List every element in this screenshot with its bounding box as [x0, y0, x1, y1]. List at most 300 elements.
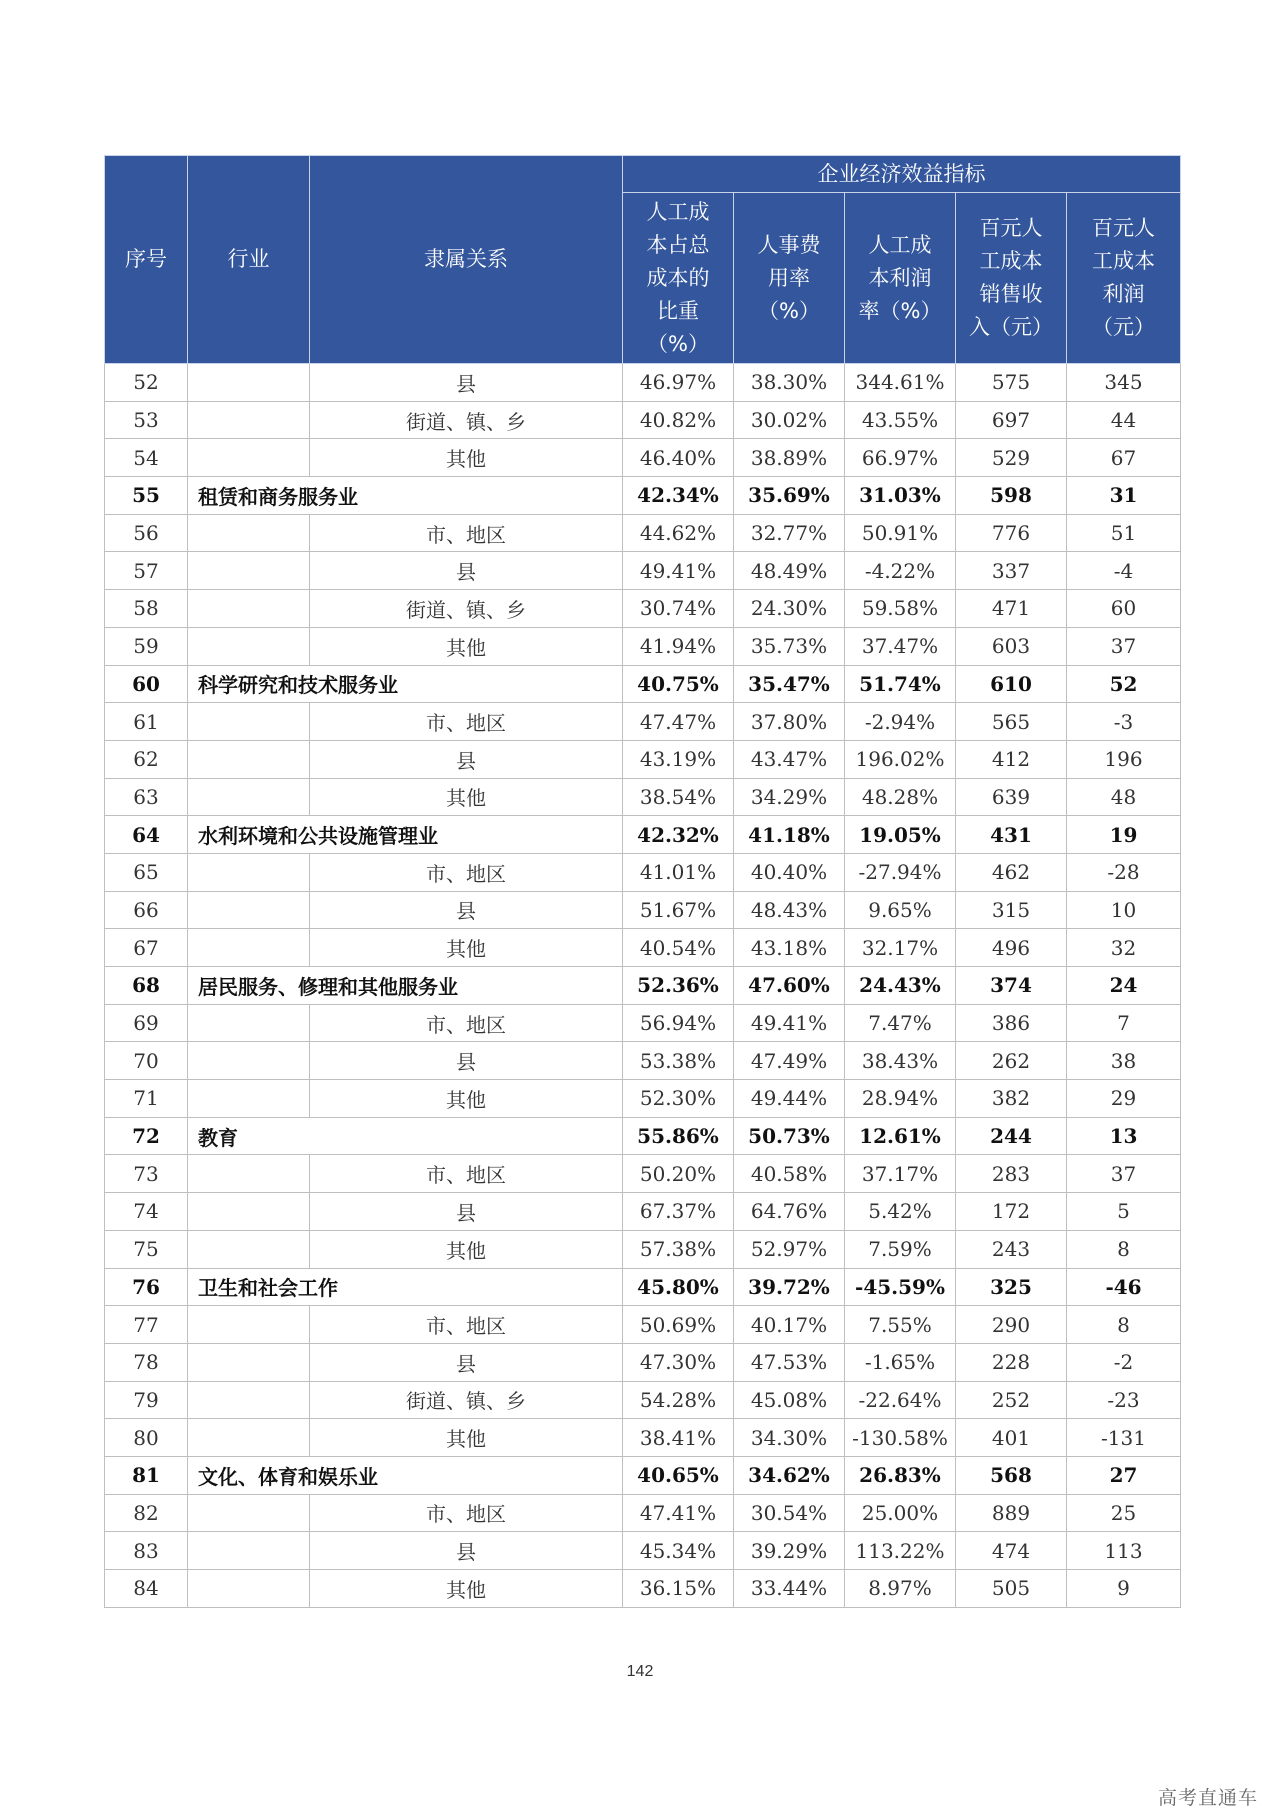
cell-personnel-expense-rate: 43.47%	[734, 740, 845, 778]
cell-relation: 县	[310, 552, 623, 590]
table-row	[105, 1193, 1181, 1231]
cell-industry	[188, 1419, 310, 1457]
cell-labor-profit-rate: 48.28%	[845, 778, 956, 816]
cell-relation: 市、地区	[310, 1155, 623, 1193]
cell-relation: 其他	[310, 439, 623, 477]
cell-personnel-expense-rate: 47.49%	[734, 1042, 845, 1080]
cell-industry: 租赁和商务服务业	[188, 477, 310, 515]
cell-sales-per-100: 462	[956, 853, 1067, 891]
cell-seq: 74	[105, 1193, 188, 1231]
cell-labor-profit-rate: 7.59%	[845, 1230, 956, 1268]
cell-sales-per-100: 382	[956, 1080, 1067, 1118]
cell-labor-cost-ratio: 45.80%	[623, 1268, 734, 1306]
cell-seq: 63	[105, 778, 188, 816]
cell-seq: 78	[105, 1343, 188, 1381]
cell-relation: 县	[310, 1532, 623, 1570]
cell-relation: 街道、镇、乡	[310, 590, 623, 628]
cell-labor-profit-rate: 19.05%	[845, 816, 956, 854]
cell-sales-per-100: 243	[956, 1230, 1067, 1268]
data-table-container	[104, 155, 1180, 1608]
cell-seq: 75	[105, 1230, 188, 1268]
page-number: 142	[626, 1663, 654, 1680]
cell-labor-profit-rate: 344.61%	[845, 364, 956, 402]
cell-labor-cost-ratio: 42.32%	[623, 816, 734, 854]
cell-seq: 69	[105, 1004, 188, 1042]
cell-relation	[310, 1117, 623, 1155]
cell-sales-per-100: 598	[956, 477, 1067, 515]
cell-labor-cost-ratio: 43.19%	[623, 740, 734, 778]
cell-seq: 83	[105, 1532, 188, 1570]
cell-profit-per-100: 67	[1067, 439, 1181, 477]
cell-relation: 街道、镇、乡	[310, 1381, 623, 1419]
cell-sales-per-100: 172	[956, 1193, 1067, 1231]
category-row	[105, 1117, 1181, 1155]
cell-labor-cost-ratio: 56.94%	[623, 1004, 734, 1042]
cell-industry	[188, 778, 310, 816]
cell-profit-per-100: -46	[1067, 1268, 1181, 1306]
cell-industry	[188, 1193, 310, 1231]
cell-labor-cost-ratio: 44.62%	[623, 514, 734, 552]
cell-industry	[188, 627, 310, 665]
cell-personnel-expense-rate: 37.80%	[734, 703, 845, 741]
cell-industry	[188, 740, 310, 778]
cell-seq: 52	[105, 364, 188, 402]
cell-sales-per-100: 889	[956, 1494, 1067, 1532]
cell-personnel-expense-rate: 41.18%	[734, 816, 845, 854]
table-row	[105, 1155, 1181, 1193]
table-row	[105, 891, 1181, 929]
cell-labor-cost-ratio: 54.28%	[623, 1381, 734, 1419]
cell-labor-profit-rate: 59.58%	[845, 590, 956, 628]
cell-seq: 57	[105, 552, 188, 590]
cell-seq: 60	[105, 665, 188, 703]
cell-seq: 66	[105, 891, 188, 929]
cell-personnel-expense-rate: 35.73%	[734, 627, 845, 665]
cell-industry: 居民服务、修理和其他服务业	[188, 967, 310, 1005]
table-row	[105, 778, 1181, 816]
cell-sales-per-100: 565	[956, 703, 1067, 741]
cell-personnel-expense-rate: 48.43%	[734, 891, 845, 929]
cell-sales-per-100: 529	[956, 439, 1067, 477]
cell-industry	[188, 514, 310, 552]
cell-labor-cost-ratio: 47.41%	[623, 1494, 734, 1532]
cell-industry	[188, 1494, 310, 1532]
cell-sales-per-100: 325	[956, 1268, 1067, 1306]
cell-personnel-expense-rate: 32.77%	[734, 514, 845, 552]
cell-labor-cost-ratio: 36.15%	[623, 1570, 734, 1608]
cell-profit-per-100: 32	[1067, 929, 1181, 967]
cell-industry	[188, 1532, 310, 1570]
cell-seq: 67	[105, 929, 188, 967]
cell-labor-profit-rate: 26.83%	[845, 1456, 956, 1494]
cell-profit-per-100: 48	[1067, 778, 1181, 816]
cell-labor-profit-rate: -27.94%	[845, 853, 956, 891]
cell-sales-per-100: 610	[956, 665, 1067, 703]
cell-labor-profit-rate: 50.91%	[845, 514, 956, 552]
cell-profit-per-100: 37	[1067, 627, 1181, 665]
table-row	[105, 1419, 1181, 1457]
cell-labor-cost-ratio: 49.41%	[623, 552, 734, 590]
cell-sales-per-100: 262	[956, 1042, 1067, 1080]
cell-labor-cost-ratio: 57.38%	[623, 1230, 734, 1268]
cell-industry	[188, 1570, 310, 1608]
cell-sales-per-100: 228	[956, 1343, 1067, 1381]
cell-industry	[188, 364, 310, 402]
cell-industry	[188, 1381, 310, 1419]
cell-labor-profit-rate: 24.43%	[845, 967, 956, 1005]
cell-industry	[188, 401, 310, 439]
cell-profit-per-100: 51	[1067, 514, 1181, 552]
cell-seq: 62	[105, 740, 188, 778]
cell-seq: 59	[105, 627, 188, 665]
cell-profit-per-100: 13	[1067, 1117, 1181, 1155]
cell-labor-profit-rate: 43.55%	[845, 401, 956, 439]
cell-seq: 68	[105, 967, 188, 1005]
cell-labor-profit-rate: 25.00%	[845, 1494, 956, 1532]
cell-labor-profit-rate: -45.59%	[845, 1268, 956, 1306]
cell-industry: 水利环境和公共设施管理业	[188, 816, 310, 854]
cell-labor-profit-rate: 28.94%	[845, 1080, 956, 1118]
cell-relation: 市、地区	[310, 1004, 623, 1042]
table-row	[105, 552, 1181, 590]
cell-relation: 县	[310, 1343, 623, 1381]
table-row	[105, 929, 1181, 967]
cell-sales-per-100: 776	[956, 514, 1067, 552]
cell-labor-cost-ratio: 52.36%	[623, 967, 734, 1005]
cell-profit-per-100: -131	[1067, 1419, 1181, 1457]
cell-sales-per-100: 401	[956, 1419, 1067, 1457]
cell-personnel-expense-rate: 40.58%	[734, 1155, 845, 1193]
table-row	[105, 514, 1181, 552]
cell-labor-cost-ratio: 41.94%	[623, 627, 734, 665]
cell-industry: 科学研究和技术服务业	[188, 665, 310, 703]
cell-personnel-expense-rate: 38.89%	[734, 439, 845, 477]
category-row	[105, 477, 1181, 515]
cell-labor-cost-ratio: 45.34%	[623, 1532, 734, 1570]
cell-profit-per-100: 37	[1067, 1155, 1181, 1193]
cell-sales-per-100: 315	[956, 891, 1067, 929]
cell-industry: 卫生和社会工作	[188, 1268, 310, 1306]
cell-personnel-expense-rate: 52.97%	[734, 1230, 845, 1268]
cell-labor-cost-ratio: 38.54%	[623, 778, 734, 816]
cell-profit-per-100: -3	[1067, 703, 1181, 741]
cell-industry	[188, 552, 310, 590]
cell-relation: 其他	[310, 1419, 623, 1457]
cell-industry	[188, 1042, 310, 1080]
table-row	[105, 1381, 1181, 1419]
header-metric-personnel-expense-rate: 人事费 用率 （%）	[734, 193, 845, 364]
cell-industry	[188, 1155, 310, 1193]
cell-personnel-expense-rate: 35.47%	[734, 665, 845, 703]
table-row	[105, 740, 1181, 778]
cell-profit-per-100: 113	[1067, 1532, 1181, 1570]
cell-labor-cost-ratio: 40.54%	[623, 929, 734, 967]
cell-labor-cost-ratio: 42.34%	[623, 477, 734, 515]
cell-personnel-expense-rate: 49.41%	[734, 1004, 845, 1042]
cell-sales-per-100: 244	[956, 1117, 1067, 1155]
table-row	[105, 853, 1181, 891]
table-row	[105, 1042, 1181, 1080]
table-row	[105, 1532, 1181, 1570]
cell-sales-per-100: 639	[956, 778, 1067, 816]
cell-sales-per-100: 568	[956, 1456, 1067, 1494]
table-row	[105, 1494, 1181, 1532]
cell-labor-profit-rate: 8.97%	[845, 1570, 956, 1608]
cell-labor-cost-ratio: 55.86%	[623, 1117, 734, 1155]
table-row	[105, 1230, 1181, 1268]
cell-labor-cost-ratio: 30.74%	[623, 590, 734, 628]
cell-personnel-expense-rate: 48.49%	[734, 552, 845, 590]
table-row	[105, 1080, 1181, 1118]
cell-profit-per-100: -2	[1067, 1343, 1181, 1381]
cell-profit-per-100: 8	[1067, 1230, 1181, 1268]
header-industry: 行业	[188, 156, 310, 364]
cell-labor-profit-rate: 7.55%	[845, 1306, 956, 1344]
cell-profit-per-100: 9	[1067, 1570, 1181, 1608]
cell-profit-per-100: 25	[1067, 1494, 1181, 1532]
cell-industry	[188, 929, 310, 967]
cell-sales-per-100: 290	[956, 1306, 1067, 1344]
cell-personnel-expense-rate: 40.40%	[734, 853, 845, 891]
cell-profit-per-100: 44	[1067, 401, 1181, 439]
cell-seq: 58	[105, 590, 188, 628]
cell-seq: 55	[105, 477, 188, 515]
cell-profit-per-100: -23	[1067, 1381, 1181, 1419]
cell-sales-per-100: 283	[956, 1155, 1067, 1193]
cell-profit-per-100: 24	[1067, 967, 1181, 1005]
cell-personnel-expense-rate: 50.73%	[734, 1117, 845, 1155]
cell-sales-per-100: 412	[956, 740, 1067, 778]
cell-relation: 市、地区	[310, 1306, 623, 1344]
table-row	[105, 401, 1181, 439]
cell-relation: 县	[310, 1193, 623, 1231]
cell-profit-per-100: 345	[1067, 364, 1181, 402]
cell-seq: 70	[105, 1042, 188, 1080]
cell-labor-cost-ratio: 52.30%	[623, 1080, 734, 1118]
cell-seq: 61	[105, 703, 188, 741]
cell-seq: 77	[105, 1306, 188, 1344]
cell-industry	[188, 891, 310, 929]
cell-industry	[188, 439, 310, 477]
cell-labor-cost-ratio: 50.20%	[623, 1155, 734, 1193]
cell-profit-per-100: 5	[1067, 1193, 1181, 1231]
cell-profit-per-100: -28	[1067, 853, 1181, 891]
cell-profit-per-100: -4	[1067, 552, 1181, 590]
cell-relation: 其他	[310, 1230, 623, 1268]
cell-sales-per-100: 496	[956, 929, 1067, 967]
cell-personnel-expense-rate: 35.69%	[734, 477, 845, 515]
watermark-text: 高考直通车	[1157, 1787, 1258, 1809]
cell-personnel-expense-rate: 39.29%	[734, 1532, 845, 1570]
category-row	[105, 816, 1181, 854]
cell-industry: 教育	[188, 1117, 310, 1155]
cell-labor-cost-ratio: 46.97%	[623, 364, 734, 402]
table-row	[105, 703, 1181, 741]
header-group: 企业经济效益指标	[623, 156, 1181, 193]
cell-seq: 71	[105, 1080, 188, 1118]
cell-sales-per-100: 697	[956, 401, 1067, 439]
cell-labor-cost-ratio: 67.37%	[623, 1193, 734, 1231]
cell-sales-per-100: 575	[956, 364, 1067, 402]
cell-profit-per-100: 7	[1067, 1004, 1181, 1042]
cell-labor-profit-rate: 7.47%	[845, 1004, 956, 1042]
cell-relation: 县	[310, 740, 623, 778]
cell-sales-per-100: 386	[956, 1004, 1067, 1042]
cell-labor-cost-ratio: 40.75%	[623, 665, 734, 703]
cell-labor-cost-ratio: 47.47%	[623, 703, 734, 741]
header-metric-labor-profit-rate: 人工成 本利润 率（%）	[845, 193, 956, 364]
cell-seq: 73	[105, 1155, 188, 1193]
cell-sales-per-100: 431	[956, 816, 1067, 854]
cell-labor-profit-rate: 37.47%	[845, 627, 956, 665]
cell-labor-profit-rate: 32.17%	[845, 929, 956, 967]
cell-profit-per-100: 8	[1067, 1306, 1181, 1344]
cell-relation: 县	[310, 364, 623, 402]
cell-industry	[188, 590, 310, 628]
cell-profit-per-100: 27	[1067, 1456, 1181, 1494]
cell-relation: 其他	[310, 1080, 623, 1118]
table-row	[105, 439, 1181, 477]
category-row	[105, 967, 1181, 1005]
cell-personnel-expense-rate: 34.30%	[734, 1419, 845, 1457]
cell-sales-per-100: 474	[956, 1532, 1067, 1570]
cell-personnel-expense-rate: 47.60%	[734, 967, 845, 1005]
table-row	[105, 627, 1181, 665]
cell-profit-per-100: 196	[1067, 740, 1181, 778]
cell-seq: 76	[105, 1268, 188, 1306]
cell-relation: 市、地区	[310, 514, 623, 552]
cell-labor-cost-ratio: 41.01%	[623, 853, 734, 891]
cell-seq: 84	[105, 1570, 188, 1608]
header-metric-profit-per-100: 百元人 工成本 利润 （元）	[1067, 193, 1181, 364]
cell-labor-profit-rate: 5.42%	[845, 1193, 956, 1231]
cell-seq: 54	[105, 439, 188, 477]
category-row	[105, 1456, 1181, 1494]
cell-labor-cost-ratio: 50.69%	[623, 1306, 734, 1344]
cell-labor-cost-ratio: 38.41%	[623, 1419, 734, 1457]
cell-seq: 56	[105, 514, 188, 552]
category-row	[105, 665, 1181, 703]
table-row	[105, 364, 1181, 402]
cell-profit-per-100: 52	[1067, 665, 1181, 703]
cell-seq: 64	[105, 816, 188, 854]
cell-seq: 79	[105, 1381, 188, 1419]
cell-labor-profit-rate: 38.43%	[845, 1042, 956, 1080]
cell-relation: 市、地区	[310, 1494, 623, 1532]
header-metric-labor-cost-ratio: 人工成 本占总 成本的 比重 （%）	[623, 193, 734, 364]
cell-labor-profit-rate: 37.17%	[845, 1155, 956, 1193]
cell-personnel-expense-rate: 30.02%	[734, 401, 845, 439]
table-row	[105, 1570, 1181, 1608]
cell-relation: 县	[310, 1042, 623, 1080]
cell-sales-per-100: 505	[956, 1570, 1067, 1608]
table-body	[105, 364, 1181, 1608]
cell-labor-cost-ratio: 46.40%	[623, 439, 734, 477]
cell-labor-profit-rate: -2.94%	[845, 703, 956, 741]
cell-personnel-expense-rate: 24.30%	[734, 590, 845, 628]
cell-profit-per-100: 31	[1067, 477, 1181, 515]
header-relation: 隶属关系	[310, 156, 623, 364]
cell-personnel-expense-rate: 38.30%	[734, 364, 845, 402]
cell-labor-profit-rate: 31.03%	[845, 477, 956, 515]
cell-labor-profit-rate: 51.74%	[845, 665, 956, 703]
table-header	[105, 156, 1181, 364]
cell-sales-per-100: 337	[956, 552, 1067, 590]
cell-labor-profit-rate: -1.65%	[845, 1343, 956, 1381]
cell-personnel-expense-rate: 34.62%	[734, 1456, 845, 1494]
cell-relation: 县	[310, 891, 623, 929]
cell-personnel-expense-rate: 39.72%	[734, 1268, 845, 1306]
cell-labor-profit-rate: -4.22%	[845, 552, 956, 590]
cell-labor-profit-rate: -22.64%	[845, 1381, 956, 1419]
cell-labor-profit-rate: 196.02%	[845, 740, 956, 778]
cell-labor-cost-ratio: 53.38%	[623, 1042, 734, 1080]
cell-personnel-expense-rate: 33.44%	[734, 1570, 845, 1608]
cell-seq: 82	[105, 1494, 188, 1532]
cell-personnel-expense-rate: 64.76%	[734, 1193, 845, 1231]
table-row	[105, 590, 1181, 628]
cell-personnel-expense-rate: 49.44%	[734, 1080, 845, 1118]
cell-labor-profit-rate: -130.58%	[845, 1419, 956, 1457]
cell-industry	[188, 1306, 310, 1344]
cell-seq: 72	[105, 1117, 188, 1155]
cell-labor-cost-ratio: 51.67%	[623, 891, 734, 929]
cell-labor-cost-ratio: 40.82%	[623, 401, 734, 439]
cell-labor-cost-ratio: 47.30%	[623, 1343, 734, 1381]
category-row	[105, 1268, 1181, 1306]
cell-sales-per-100: 603	[956, 627, 1067, 665]
cell-labor-profit-rate: 66.97%	[845, 439, 956, 477]
cell-relation: 其他	[310, 1570, 623, 1608]
cell-industry	[188, 853, 310, 891]
cell-industry	[188, 1004, 310, 1042]
cell-seq: 81	[105, 1456, 188, 1494]
cell-industry	[188, 703, 310, 741]
cell-profit-per-100: 29	[1067, 1080, 1181, 1118]
cell-personnel-expense-rate: 34.29%	[734, 778, 845, 816]
cell-profit-per-100: 10	[1067, 891, 1181, 929]
cell-personnel-expense-rate: 30.54%	[734, 1494, 845, 1532]
cell-relation	[310, 1268, 623, 1306]
cell-relation: 其他	[310, 778, 623, 816]
cell-industry: 文化、体育和娱乐业	[188, 1456, 310, 1494]
cell-sales-per-100: 374	[956, 967, 1067, 1005]
cell-relation: 其他	[310, 929, 623, 967]
cell-labor-profit-rate: 9.65%	[845, 891, 956, 929]
cell-relation: 市、地区	[310, 703, 623, 741]
cell-personnel-expense-rate: 40.17%	[734, 1306, 845, 1344]
cell-industry	[188, 1343, 310, 1381]
cell-labor-profit-rate: 12.61%	[845, 1117, 956, 1155]
cell-labor-profit-rate: 113.22%	[845, 1532, 956, 1570]
cell-profit-per-100: 38	[1067, 1042, 1181, 1080]
cell-industry	[188, 1230, 310, 1268]
cell-personnel-expense-rate: 43.18%	[734, 929, 845, 967]
table-row	[105, 1343, 1181, 1381]
cell-relation: 其他	[310, 627, 623, 665]
cell-profit-per-100: 60	[1067, 590, 1181, 628]
cell-relation: 街道、镇、乡	[310, 401, 623, 439]
cell-sales-per-100: 471	[956, 590, 1067, 628]
table-row	[105, 1306, 1181, 1344]
cell-personnel-expense-rate: 47.53%	[734, 1343, 845, 1381]
header-seq: 序号	[105, 156, 188, 364]
cell-relation: 市、地区	[310, 853, 623, 891]
cell-labor-cost-ratio: 40.65%	[623, 1456, 734, 1494]
cell-sales-per-100: 252	[956, 1381, 1067, 1419]
cell-profit-per-100: 19	[1067, 816, 1181, 854]
cell-seq: 65	[105, 853, 188, 891]
